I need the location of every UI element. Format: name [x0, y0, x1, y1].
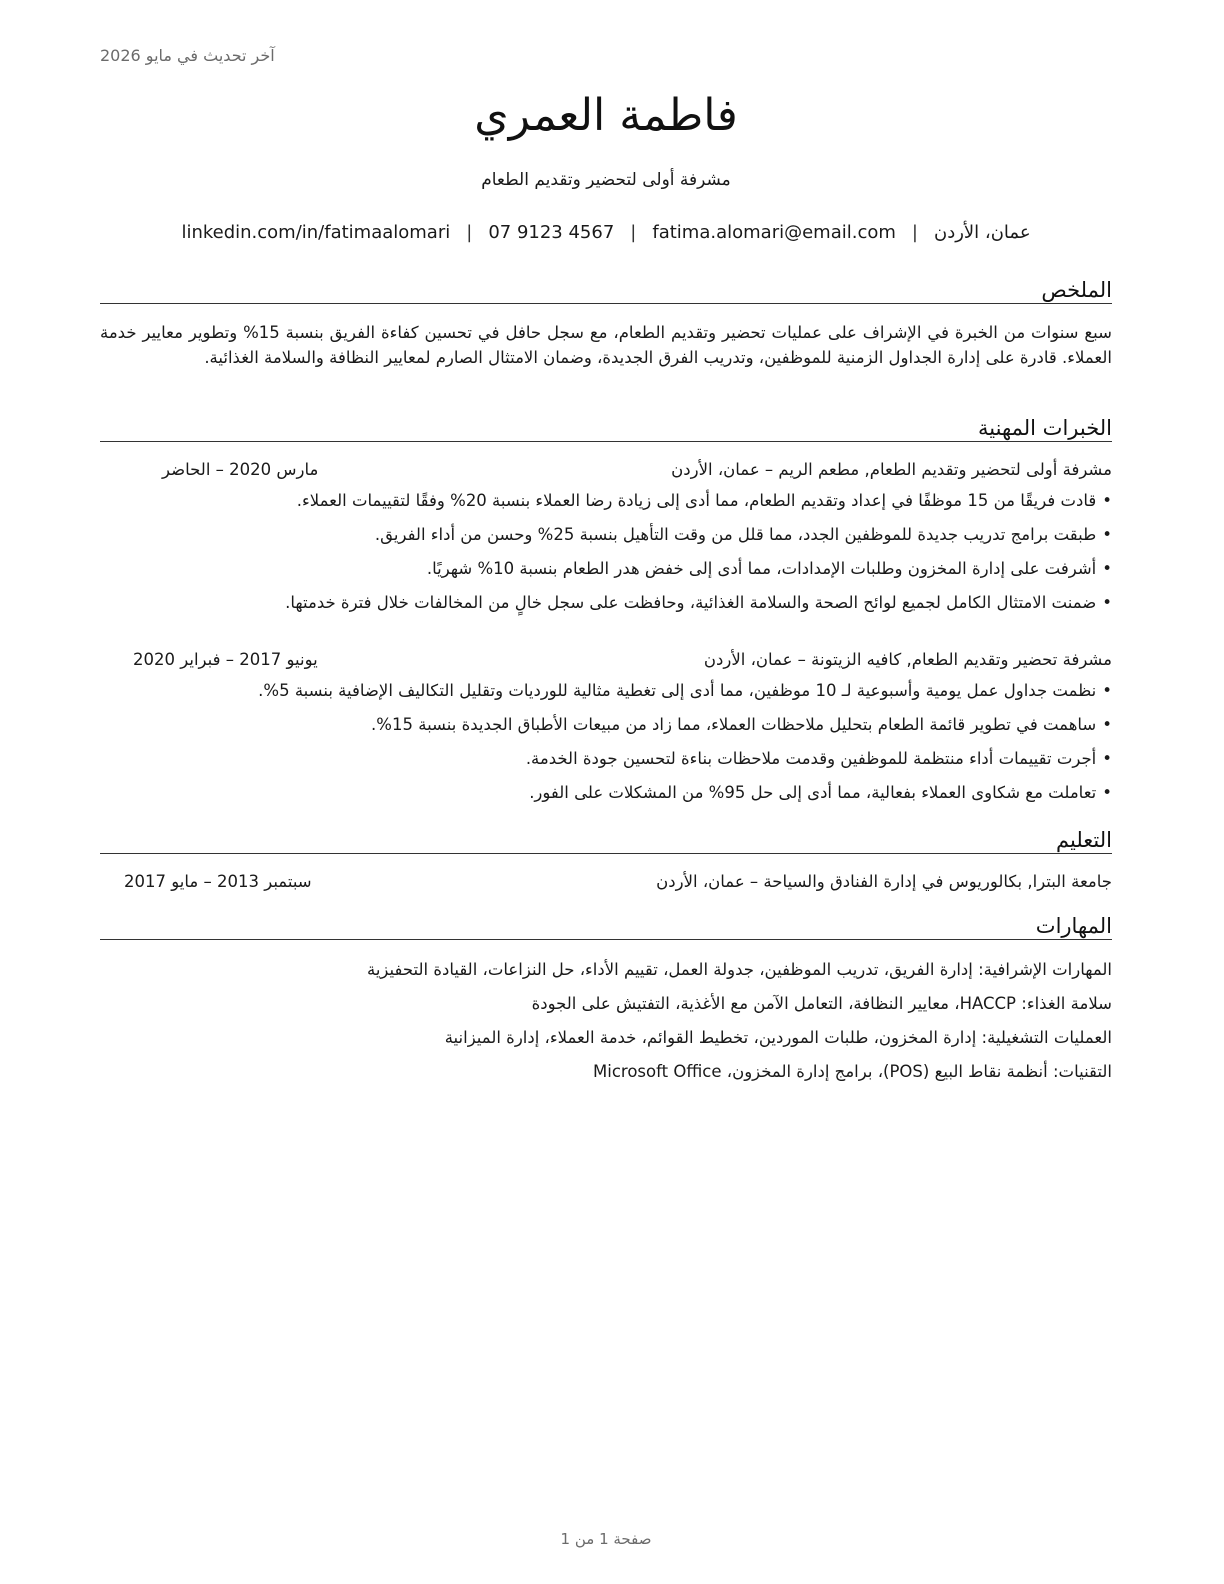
bullet-text: طبقت برامج تدريب جديدة للموظفين الجدد، مما قلل من وقت التأهيل بنسبة 25% وحسن من أداء الفريق. [374, 525, 1097, 544]
list-item [100, 558, 1112, 592]
bullet-mark: • [1102, 525, 1112, 544]
list-item [100, 680, 1112, 714]
bullet-text: تعاملت مع شكاوى العملاء بفعالية، مما أدى إلى حل 95% من المشكلات على الفور. [529, 783, 1097, 802]
skills-list [100, 958, 1112, 1094]
page-number: صفحة 1 من 1 [560, 1530, 652, 1548]
education-heading [100, 872, 1112, 896]
list-item [100, 714, 1112, 748]
job-heading [100, 460, 1112, 484]
skill-line: المهارات الإشرافية: إدارة الفريق، تدريب الموظفين، جدولة العمل، تقييم الأداء، حل النزاعات، القيادة التحفيزية [366, 960, 1112, 979]
bullet-text: قادت فريقًا من 15 موظفًا في إعداد وتقديم الطعام، مما أدى إلى زيادة رضا العملاء بنسبة 20% وفقًا لتقييمات العملاء. [296, 491, 1097, 510]
bullet-text: نظمت جداول عمل يومية وأسبوعية لـ 10 موظفين، مما أدى إلى تغطية مثالية للورديات وتقليل التكاليف الإضافية بنسبة 5%. [258, 681, 1097, 700]
list-item [100, 592, 1112, 626]
bullet-mark: • [1102, 749, 1112, 768]
contact-phone: 07 9123 4567 [488, 222, 615, 243]
section-title-skills: المهارات [100, 914, 1112, 940]
job-title: مشرفة أولى لتحضير وتقديم الطعام, مطعم الريم – عمان، الأردن [671, 460, 1112, 479]
job-heading [100, 650, 1112, 674]
job-title: مشرفة تحضير وتقديم الطعام, كافيه الزيتونة – عمان، الأردن [703, 650, 1112, 669]
list-item [100, 490, 1112, 524]
resume-page [100, 0, 1112, 1584]
job-dates: يونيو 2017 – فبراير 2020 [133, 650, 318, 669]
bullet-mark: • [1102, 491, 1112, 510]
bullet-mark: • [1102, 593, 1112, 612]
contact-linkedin[interactable]: linkedin.com/in/fatimaalomari [181, 222, 451, 243]
contact-separator: | [466, 222, 473, 243]
contact-email[interactable]: fatima.alomari@email.com [652, 222, 896, 243]
summary-text: سبع سنوات من الخبرة في الإشراف على عمليات تحضير وتقديم الطعام، مع سجل حافل في تحسين كفاءة الفريق بنسبة 15% وتطوير معايير خدمة العملاء. قادرة على إدارة الجداول الزمنية للموظفين، وتدريب الفرق الجديدة، وضمان الامتثال الصارم لمعايير النظافة والسلامة الغذائية. [100, 323, 1112, 367]
bullet-text: ساهمت في تطوير قائمة الطعام بتحليل ملاحظات العملاء، مما زاد من مبيعات الأطباق الجديدة بنسبة 15%. [371, 715, 1097, 734]
bullet-mark: • [1102, 559, 1112, 578]
contact-location: عمان، الأردن [933, 222, 1031, 243]
list-item [100, 748, 1112, 782]
contact-separator: | [911, 222, 918, 243]
bullet-mark: • [1102, 681, 1112, 700]
skill-line: سلامة الغذاء: HACCP، معايير النظافة، التعامل الآمن مع الأغذية، التفتيش على الجودة [531, 994, 1112, 1013]
section-title-experience: الخبرات المهنية [100, 416, 1112, 442]
bullet-mark: • [1102, 715, 1112, 734]
list-item [100, 782, 1112, 816]
candidate-name: فاطمة العمري [474, 90, 738, 141]
bullet-text: ضمنت الامتثال الكامل لجميع لوائح الصحة والسلامة الغذائية، وحافظت على سجل خالٍ من المخالفات خلال فترة خدمتها. [285, 593, 1097, 612]
skill-line: التقنيات: أنظمة نقاط البيع (POS)، برامج إدارة المخزون، Microsoft Office [593, 1062, 1112, 1081]
job-bullets [100, 490, 1112, 626]
education-dates: سبتمبر 2013 – مايو 2017 [124, 872, 312, 891]
bullet-text: أجرت تقييمات أداء منتظمة للموظفين وقدمت ملاحظات بناءة لتحسين جودة الخدمة. [525, 749, 1097, 768]
contact-line [100, 222, 1112, 243]
job-bullets [100, 680, 1112, 816]
bullet-text: أشرفت على إدارة المخزون وطلبات الإمدادات، مما أدى إلى خفض هدر الطعام بنسبة 10% شهريًا. [426, 559, 1097, 578]
section-title-education: التعليم [100, 828, 1112, 854]
education-degree: جامعة البترا, بكالوريوس في إدارة الفنادق والسياحة – عمان، الأردن [656, 872, 1112, 891]
contact-separator: | [630, 222, 637, 243]
candidate-role: مشرفة أولى لتحضير وتقديم الطعام [481, 170, 731, 190]
section-title-summary: الملخص [100, 278, 1112, 304]
last-updated: آخر تحديث في مايو 2026 [100, 46, 275, 65]
bullet-mark: • [1102, 783, 1112, 802]
skill-line: العمليات التشغيلية: إدارة المخزون، طلبات الموردين، تخطيط القوائم، خدمة العملاء، إدارة الميزانية [444, 1028, 1112, 1047]
job-dates: مارس 2020 – الحاضر [162, 460, 319, 479]
list-item [100, 524, 1112, 558]
